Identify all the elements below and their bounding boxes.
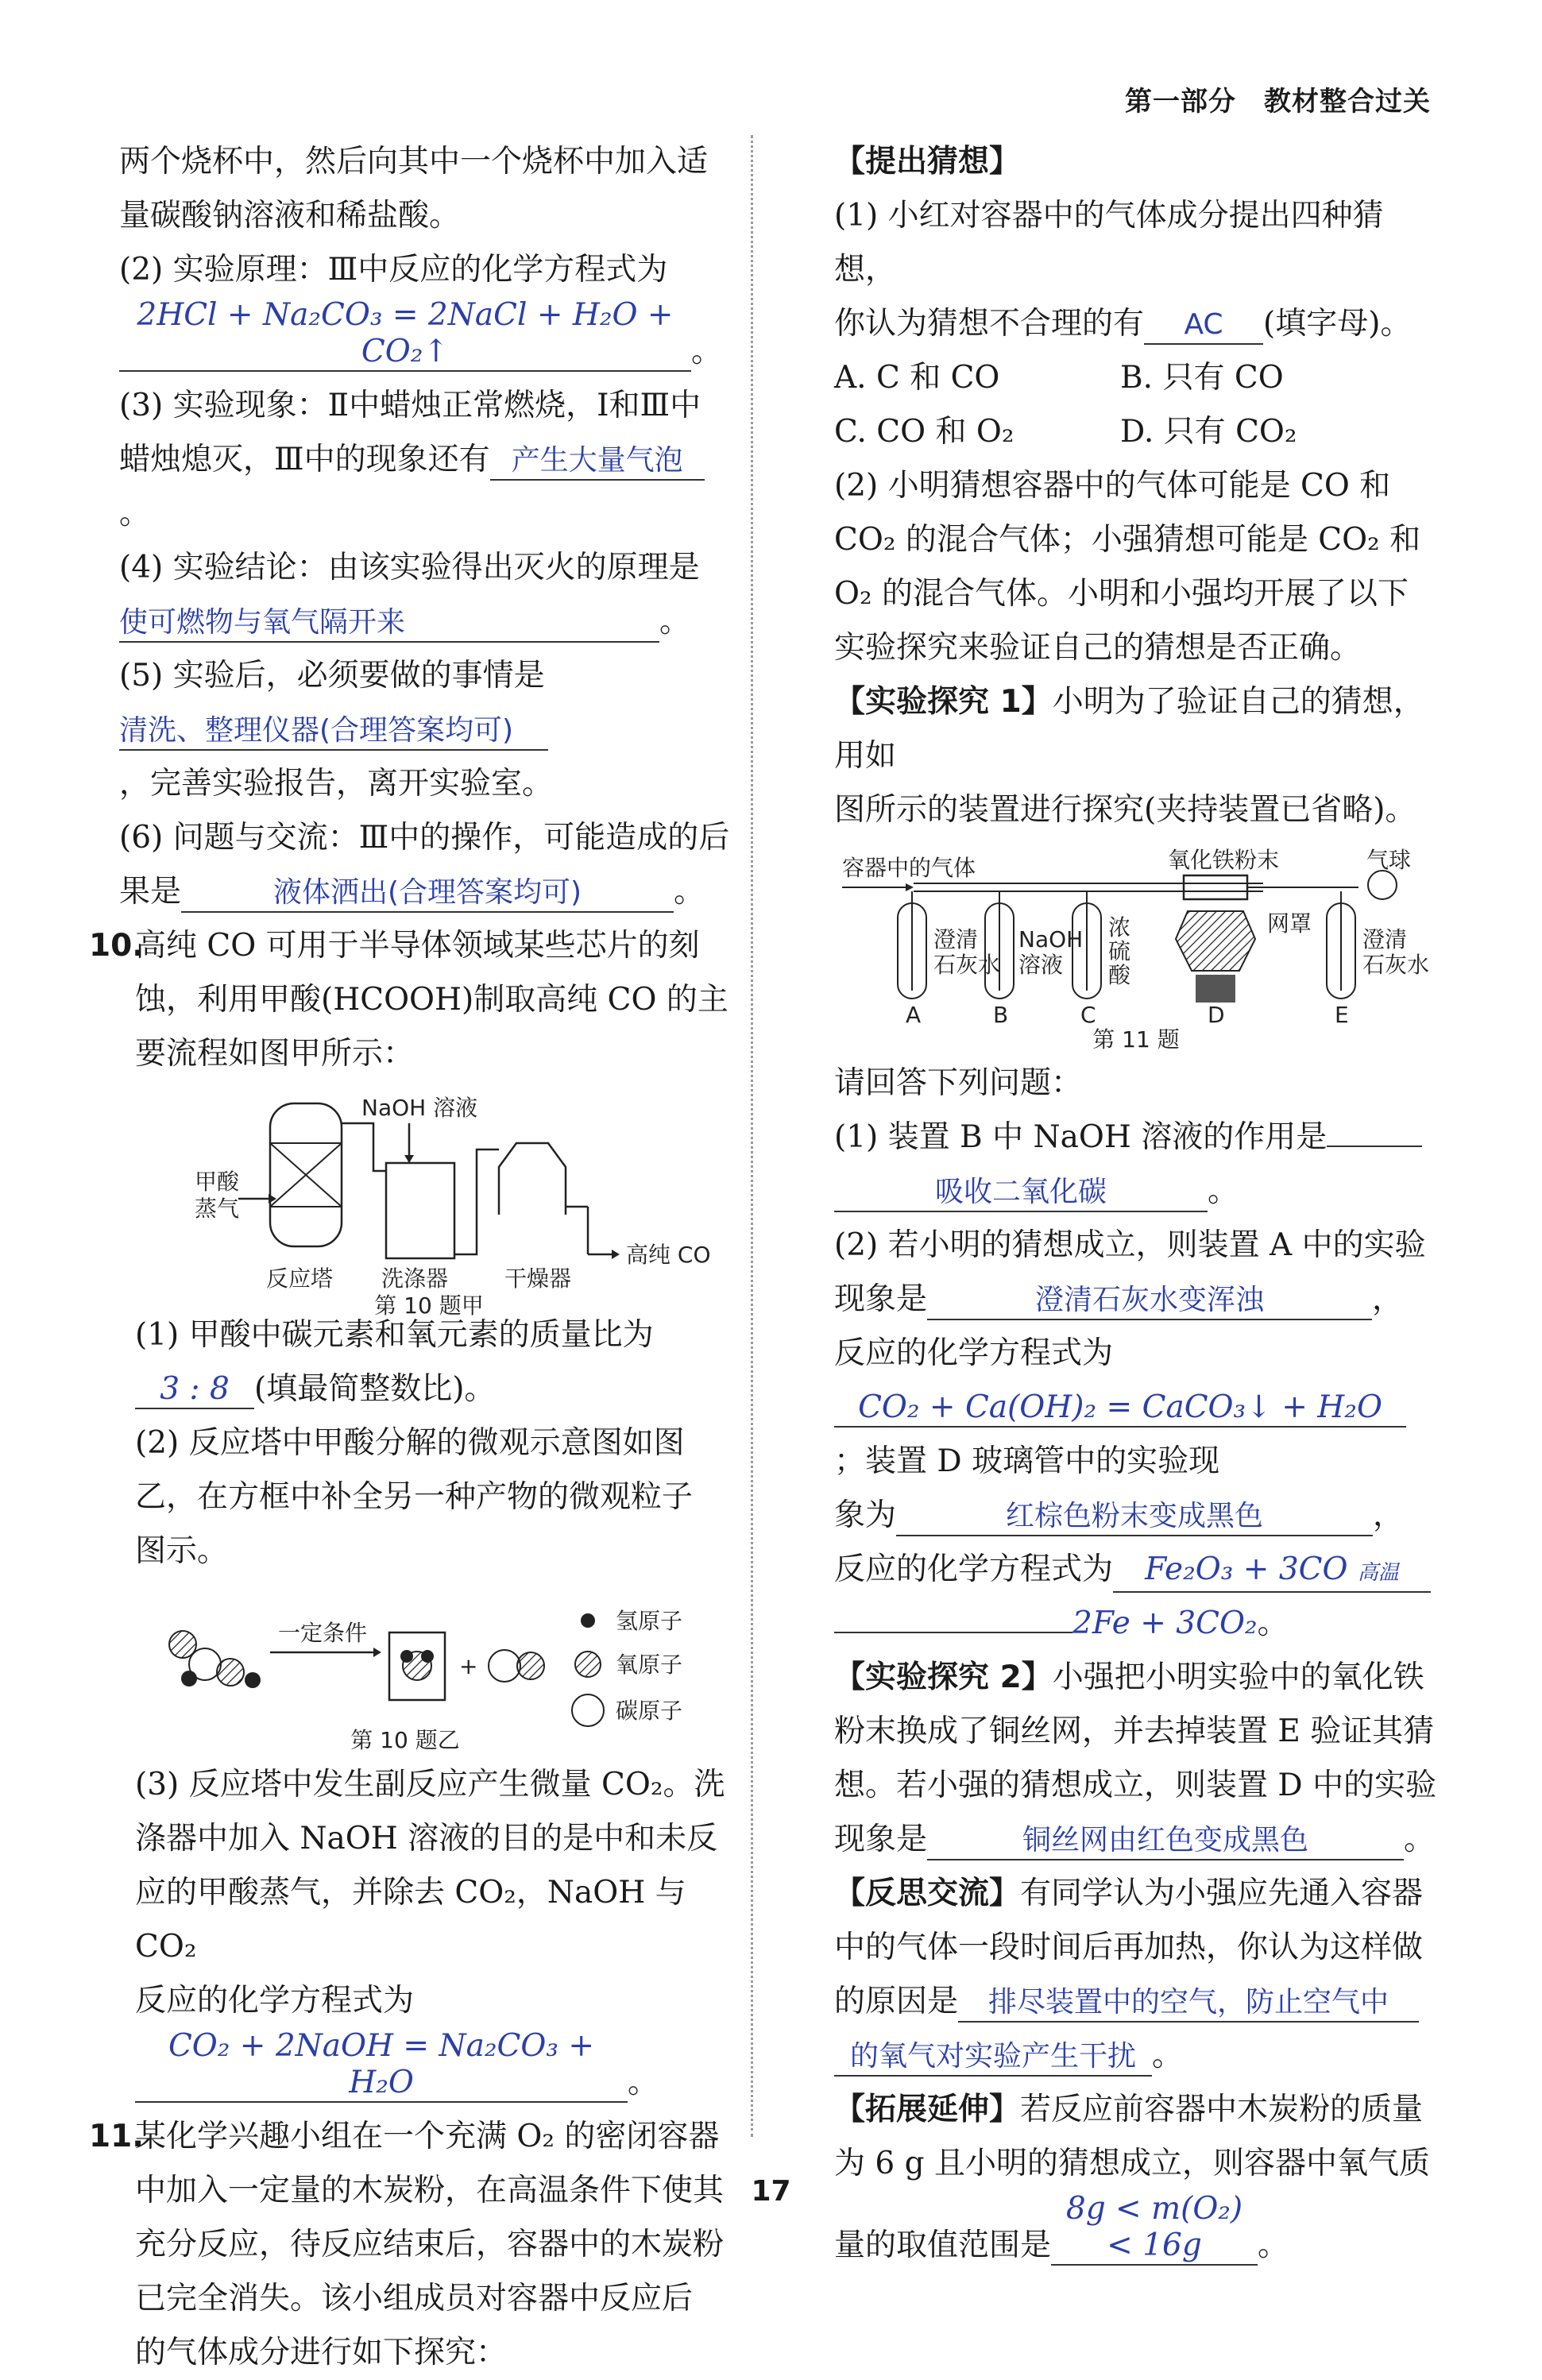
section-exp2: 【实验探究 2】 [834,1659,1053,1695]
q11-text-2: 中加入一定量的木炭粉，在高温条件下使其 [135,2173,725,2208]
figure-11-caption: 第 11 题 [1092,1026,1180,1053]
plus-sign: + [459,1653,478,1679]
g2-text-1: (2) 小明猜想容器中的气体可能是 CO 和 [834,468,1391,504]
options-row-2 [834,405,1438,459]
reflect-text-2: 中的气体一段时间后再加热，你认为这样做 [834,1930,1424,1965]
q10-text-3: 要流程如图甲所示： [135,1036,415,1072]
q11-text-5: 的气体成分进行如下探究： [135,2335,508,2370]
r2-answer-3: 红棕色粉末变成黑色 [1006,1500,1264,1532]
g2-text-2: CO₂ 的混合气体；小强猜想可能是 CO₂ 和 [834,522,1421,558]
section-guess: 【提出猜想】 [834,144,1021,180]
extend-text-1: 若反应前容器中木炭粉的质量 [1020,2092,1424,2127]
q6-answer: 液体洒出(合理答案均可) [272,876,582,909]
q3-text-2: 蜡烛熄灭，Ⅲ中的现象还有 [119,442,490,477]
washer [386,1163,454,1258]
exp2-text-2: 粉末换成了铜丝网，并去掉装置 E 验证其猜 [834,1714,1435,1749]
exp2-text-3: 想。若小强的猜想成立，则装置 D 中的实验 [834,1768,1437,1803]
option-c: C. CO 和 O₂ [834,414,1014,450]
q11-number: 11. [89,2119,145,2154]
g1-line [834,297,1438,351]
glass-tube-d [1184,875,1247,899]
label-tower: 反应塔 [266,1265,334,1292]
exp2-line-4: 现象是 铜丝网由红色变成黑色 。 [834,1813,1438,1867]
intro-line: 量碳酸钠溶液和稀盐酸。 [119,198,461,234]
section-exp1: 【实验探究 1】 [834,684,1053,720]
answer-intro: 请回答下列问题： [834,1065,1083,1101]
label-b: B [993,1002,1009,1028]
exp1-line-1 [834,675,1438,783]
label-washer: 洗涤器 [381,1265,449,1292]
exp2-text-1: 小强把小明实验中的氧化铁 [1052,1659,1424,1695]
g1-answer: AC [1184,308,1223,341]
q3-answer: 产生大量气泡 [511,444,683,477]
label-net: 网罩 [1267,910,1312,937]
r2-text-4: ；装置 D 玻璃管中的实验现 [834,1443,1220,1479]
extend-line-1 [834,2083,1438,2137]
figure-11 [834,844,1438,1053]
q10-text-1: 高纯 CO 可用于半导体领域某些芯片的刻 [135,928,700,964]
q11-line-1 [89,2110,731,2164]
label-vapor: 蒸气 [195,1196,240,1222]
q10-2-text-2: 乙，在方框中补全另一种产物的微观粒子 [135,1479,694,1515]
g2-text-4: 实验探究来验证自己的猜想是否正确。 [834,630,1362,666]
lamp-net [1176,911,1255,971]
label-e-1: 澄清 [1362,926,1408,952]
label-a-1: 澄清 [933,926,979,952]
label-c-3: 酸 [1108,962,1131,988]
options-row-1 [834,351,1438,405]
label-fe2o3: 氧化铁粉末 [1168,847,1280,873]
label-product: 高纯 CO [626,1242,711,1268]
r2-text-1: (2) 若小明的猜想成立，则装置 A 中的实验 [834,1227,1426,1263]
q10-2-text-3: 图示。 [135,1533,229,1569]
r1-answer-line: 吸收二氧化碳 。 [834,1165,1438,1219]
q4-answer: 使可燃物与氧气隔开来 [119,606,406,639]
r2-text-6: 反应的化学方程式为 [834,1551,1114,1587]
column-divider [751,135,753,2137]
g1-text-1: (1) 小红对容器中的气体成分提出四种猜想， [834,198,1384,288]
right-column [834,135,1438,2273]
dryer [499,1143,566,1215]
q5-answer-line [119,703,731,757]
q10-3-answer-line: CO₂ + 2NaOH = Na₂CO₃ + H₂O 。 [119,2028,731,2110]
label-acid: 甲酸 [195,1169,240,1195]
q10-1-text-2: (填最简整数比)。 [254,1371,496,1407]
figure-10a [119,1088,731,1319]
q11-text-4: 已完全消失。该小组成员对容器中反应后 [135,2281,694,2316]
exp2-text-4: 现象是 [834,1822,928,1857]
q10-text-2: 蚀，利用甲酸(HCOOH)制取高纯 CO 的主 [135,982,728,1018]
section-reflect: 【反思交流】 [834,1876,1021,1911]
q4-line: 使可燃物与氧气隔开来 。 [119,595,731,649]
q10-3-text-4: 反应的化学方程式为 [135,1983,415,2019]
q6-line: 果是 液体洒出(合理答案均可) 。 [119,865,731,919]
r2-line-5: 象为 红棕色粉末变成黑色 ， [834,1489,1438,1543]
label-c: C [1080,1002,1096,1028]
r2-answer-2-line [834,1381,1438,1435]
reflect-answer-2: 的氧气对实验产生干扰 [849,2040,1136,2073]
r2-answer-4-condition: 高温 [1357,1561,1399,1585]
q10-number: 10. [89,928,145,964]
figure-10a-caption: 第 10 题甲 [374,1292,484,1319]
q2-answer-line: 2HCl + Na₂CO₃ = 2NaCl + H₂O + CO₂↑ 。 [119,297,731,379]
exp1-text-2: 图所示的装置进行探究(夹持装置已省略)。 [834,792,1416,828]
q10-3-text-3: 应的甲酸蒸气，并除去 CO₂，NaOH 与 CO₂ [135,1875,686,1965]
r2-text-2: 现象是 [834,1281,928,1317]
label-e-2: 石灰水 [1362,952,1430,978]
label-naoh: NaOH 溶液 [361,1095,478,1121]
exp2-line-1 [834,1651,1438,1705]
exp1-text-1: 小明为了验证自己的猜想，用如 [834,684,1424,774]
r2-answer-4b: 2Fe + 3CO₂ [1072,1605,1258,1641]
g2-text-3: O₂ 的混合气体。小明和小强均开展了以下 [834,576,1409,612]
reflect-text-1: 有同学认为小强应先通入容器 [1020,1876,1424,1911]
reflect-line-4: 的氧气对实验产生干扰 。 [834,2029,1438,2083]
extend-text-2: 为 6 g 且小明的猜想成立，则容器中氧气质 [834,2146,1430,2181]
g1-text-2: 你认为猜想不合理的有 [834,306,1145,342]
q4-text: (4) 实验结论：由该实验得出灭火的原理是 [119,550,700,585]
r2-answer-2: CO₂ + Ca(OH)₂ = CaCO₃↓ + H₂O [858,1389,1382,1425]
page-header: 第一部分 教材整合过关 [1125,86,1431,118]
q10-3-text-2: 涤器中加入 NaOH 溶液的目的是中和未反 [135,1821,718,1856]
q10-3-line [119,1974,731,2028]
extend-line-3: 量的取值范围是8g < m(O₂) < 16g 。 [834,2191,1438,2273]
reflect-line-3 [834,1975,1438,2029]
q2-answer: 2HCl + Na₂CO₃ = 2NaCl + H₂O + CO₂↑ [137,297,674,369]
r2-line-6 [834,1543,1438,1597]
q6-text: (6) 问题与交流：Ⅲ中的操作，可能造成的后 [119,820,730,856]
reflect-line-1 [834,1867,1438,1921]
q11-text-1: 某化学兴趣小组在一个充满 O₂ 的密闭容器 [135,2119,720,2154]
q11-text-3: 充分反应，待反应结束后，容器中的木炭粉 [135,2227,725,2262]
label-c-1: 浓 [1108,914,1131,941]
r2-text-3: 反应的化学方程式为 [834,1335,1114,1371]
balloon [1368,871,1397,899]
label-e: E [1335,1002,1349,1028]
legend-c: 碳原子 [616,1698,683,1724]
q10-3-answer: CO₂ + 2NaOH = Na₂CO₃ + H₂O [168,2028,595,2100]
option-b: B. 只有 CO [1120,360,1284,396]
condition-label: 一定条件 [278,1620,368,1646]
q10-1-text: (1) 甲酸中碳元素和氧元素的质量比为 [135,1317,654,1353]
q3-line: 蜡烛熄灭，Ⅲ中的现象还有 产生大量气泡。 [119,433,731,541]
r2-answer-1: 澄清石灰水变浑浊 [1035,1284,1265,1316]
legend-h: 氢原子 [616,1608,683,1634]
r2-line-2: 现象是 澄清石灰水变浑浊 ， [834,1273,1438,1327]
left-column [89,135,731,2380]
reflect-answer-1: 排尽装置中的空气，防止空气中 [988,1986,1389,2019]
r2-text-5: 象为 [834,1497,897,1533]
label-gas: 容器中的气体 [842,855,976,881]
r1-question: (1) 装置 B 中 NaOH 溶液的作用是 [834,1119,1328,1155]
exp2-answer: 铜丝网由红色变成黑色 [1022,1824,1309,1856]
q10-1-answer: 3 : 8 [160,1371,230,1407]
figure-10b [119,1585,731,1752]
q3-text: (3) 实验现象：Ⅱ中蜡烛正常燃烧，Ⅰ和Ⅲ中 [119,388,701,423]
extend-text-3: 量的取值范围是 [834,2227,1052,2263]
section-extend: 【拓展延伸】 [834,2092,1021,2127]
label-b-2: 溶液 [1018,952,1064,978]
q6-text-2: 果是 [119,874,182,910]
r2-answer-4a: Fe₂O₃ + 3CO [1145,1551,1348,1587]
r1-text [834,1111,1438,1165]
intro-line: 两个烧杯中，然后向其中一个烧杯中加入适 [119,144,709,180]
reflect-text-3: 的原因是 [834,1984,959,2019]
label-dryer: 干燥器 [504,1265,572,1292]
q10-1-line [119,1362,731,1416]
figure-10b-caption: 第 10 题乙 [350,1727,460,1753]
page-number: 17 [751,2175,791,2208]
label-c-2: 硫 [1108,938,1131,964]
q5-line-1 [119,649,731,703]
q10-2-text-1: (2) 反应塔中甲酸分解的微观示意图如图 [135,1425,685,1461]
option-d: D. 只有 CO₂ [1120,414,1297,450]
r1-answer: 吸收二氧化碳 [934,1176,1107,1208]
r2-line-3 [834,1327,1438,1381]
q5-text-2: ，完善实验报告，离开实验室。 [119,766,554,802]
r2-answer-4b-line: 2Fe + 3CO₂。 [834,1597,1438,1651]
extend-answer: 8g < m(O₂) < 16g [1065,2191,1243,2263]
label-b-1: NaOH [1018,926,1084,952]
q10-3-text-1: (3) 反应塔中发生副反应产生微量 CO₂。洗 [135,1767,725,1802]
q5-text-1: (5) 实验后，必须要做的事情是 [119,658,545,694]
label-a: A [906,1002,922,1028]
label-balloon: 气球 [1366,847,1412,873]
q5-answer: 清洗、整理仪器(合理答案均可) [119,714,514,747]
option-a: A. C 和 CO [834,360,1000,396]
label-d: D [1208,1002,1225,1028]
q2-text: (2) 实验原理：Ⅲ中反应的化学方程式为 [119,252,668,288]
q10-line-1 [89,919,731,973]
g1-text-3: (填字母)。 [1263,306,1412,342]
legend-o: 氧原子 [616,1652,683,1678]
label-a-2: 石灰水 [933,952,1001,978]
